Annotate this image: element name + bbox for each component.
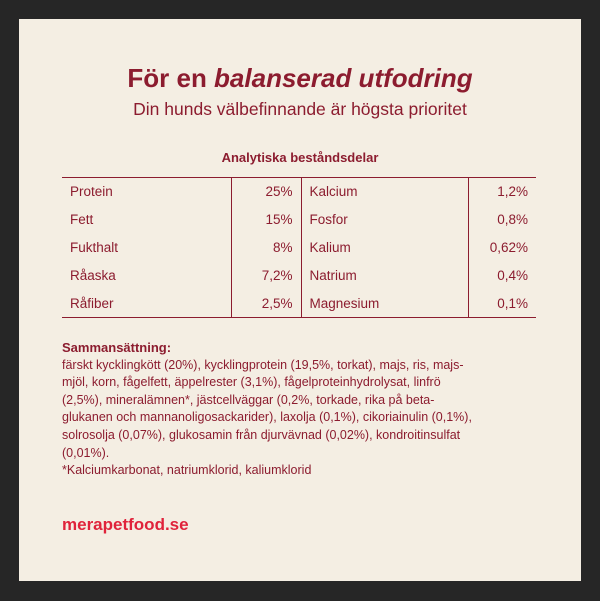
nutrient-value: 0,4%	[468, 262, 536, 290]
nutrient-value: 2,5%	[231, 290, 301, 318]
page-subtitle: Din hunds välbefinnande är högsta prioritet	[133, 99, 467, 119]
table-row	[62, 234, 536, 262]
table-row	[62, 206, 536, 234]
composition-line: (0,01%).	[62, 445, 110, 460]
composition-title: Sammansättning:	[62, 340, 172, 355]
composition-line: färskt kycklingkött (20%), kycklingprotein (19,5%, torkat), majs, ris, majs-	[62, 357, 464, 372]
nutrient-label: Protein	[62, 178, 231, 206]
composition-section	[62, 339, 542, 480]
table-row	[62, 178, 536, 206]
nutrient-label: Kalium	[309, 240, 351, 255]
composition-line: solrosolja (0,07%), glukosamin från djurvävnad (0,02%), kondroitinsulfat	[62, 427, 461, 442]
nutrient-value: 0,62%	[468, 234, 536, 262]
nutrient-label: Natrium	[309, 268, 357, 283]
nutrient-label: Magnesium	[301, 290, 468, 318]
composition-line: mjöl, korn, fågelfett, äppelrester (3,1%), fågelproteinhydrolysat, linfrö	[62, 375, 441, 390]
nutrient-label: Råaska	[70, 268, 116, 283]
nutrient-label: Fett	[70, 212, 94, 227]
table-row	[62, 262, 536, 290]
nutrient-label: Fukthalt	[70, 240, 119, 255]
nutrient-value: 25%	[231, 178, 301, 206]
composition-footnote: *Kalciumkarbonat, natriumklorid, kaliumklorid	[62, 463, 312, 478]
nutrient-label: Råfiber	[62, 290, 231, 318]
analysis-table	[62, 177, 536, 318]
nutrient-value: 0,1%	[468, 290, 536, 318]
nutrient-value: 15%	[231, 206, 301, 234]
nutrient-value: 7,2%	[231, 262, 301, 290]
nutrition-card	[19, 19, 581, 581]
title-plain: För en	[127, 63, 215, 93]
title-italic: balanserad utfodring	[214, 63, 473, 93]
nutrient-label: Kalcium	[301, 178, 468, 206]
table-row	[62, 290, 536, 318]
nutrient-value: 1,2%	[468, 178, 536, 206]
composition-line: glukanen och mannanoligosackarider), laxolja (0,1%), cikoriainulin (0,1%),	[62, 410, 472, 425]
nutrient-value: 0,8%	[468, 206, 536, 234]
composition-line: (2,5%), mineralämnen*, jästcellväggar (0,2%, torkade, rika på beta-	[62, 392, 435, 407]
page-title	[19, 63, 581, 94]
website-link[interactable]: merapetfood.se	[62, 515, 189, 534]
analysis-heading: Analytiska beståndsdelar	[221, 150, 379, 165]
nutrient-label: Fosfor	[309, 212, 348, 227]
nutrient-value: 8%	[231, 234, 301, 262]
